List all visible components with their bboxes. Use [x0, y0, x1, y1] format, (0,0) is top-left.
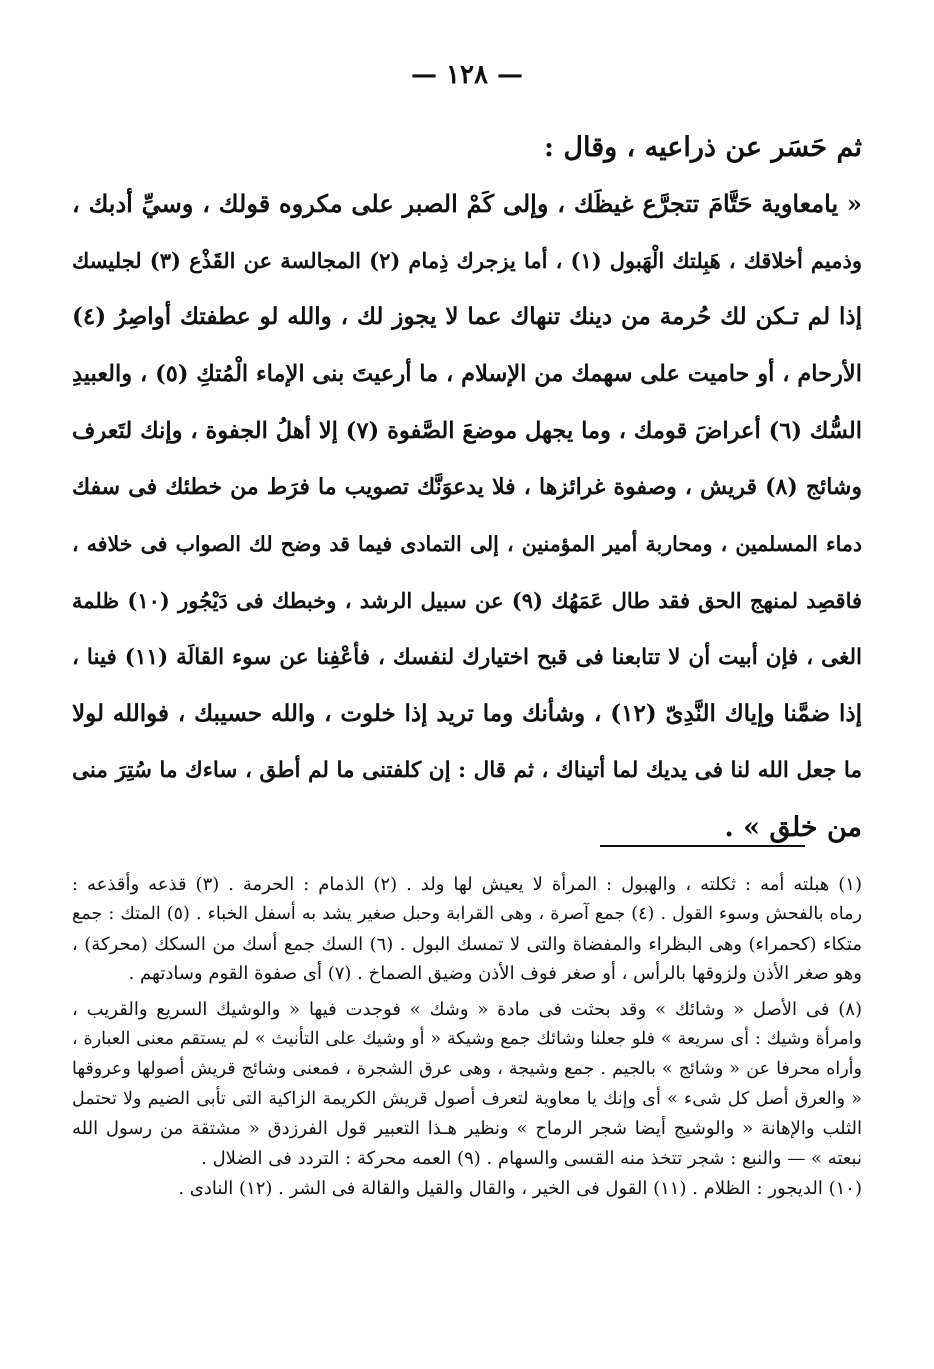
- text-line: من خلق » .: [724, 811, 862, 843]
- text-line: وذميم أخلاقك ، هَبِلتك الْهَبول (١) ، أما يزجرك ذِمام (٢) المجالسة عن القَذْع (٣) لجليسك: [72, 247, 862, 273]
- footnote-line: نبعته » — والنبع : شجر تتخذ منه القسى والسهام . (٩) العمه محركة : التردد فى الضلال .: [201, 1148, 862, 1170]
- text-line: دماء المسلمين ، ومحاربة أمير المؤمنين ، إلى التمادى فيما قد وضح لك الصواب فى خلافه ،: [72, 532, 862, 557]
- intro-line: ثم حَسَر عن ذراعيه ، وقال :: [544, 132, 862, 163]
- footnote-line: وامرأة وشيك : أى سريعة » فلو جعلنا وشائك جمع وشيكة « أو وشيك على التأنيث » لم يستقم معنى العبارة ،: [72, 1028, 862, 1049]
- text-line: الأرحام ، أو حاميت على سهمك من الإسلام ، ما أرعيتَ بنى الإماء الْمُتكِ (٥) ، والعبيدِ: [72, 361, 862, 388]
- text-line: ما جعل الله لنا فى يديك لما أتيناك ، ثم قال : إن كلفتنى ما لم أطق ، ساءك ما سُتِرَ منى: [72, 757, 862, 783]
- text-line: « يامعاوية حَتَّامَ تتجرَّع غيظَك ، وإلى كَمْ الصبر على مكروه قولك ، وسيِّ أدبك ،: [72, 189, 862, 218]
- footnote-line: الثلب والإهانة « والوشيج أيضا شجر الرماح » ونظير هـذا التعبير قول الفرزدق « مشتقة من رسول الله: [72, 1118, 862, 1140]
- text-line: إذا لم تـكن لك حُرمة من دينك تنهاك عما لا يجوز لك ، والله لو عطفتك أواصِرُ (٤): [72, 303, 862, 331]
- footnote-line: (١٠) الديجور : الظلام . (١١) القول فى الخير ، والقال والقيل والقالة فى الشر . (١٢) النادى .: [178, 1177, 862, 1199]
- footnote-line: رماه بالفحش وسوء القول . (٤) جمع آصرة ، وهى القرابة وحبل صغير يشد به أسفل الخباء . (٥) المتك : جمع: [72, 903, 862, 924]
- footnotes: [72, 870, 862, 1204]
- text-line: الغى ، فإن أبيت أن لا تتابعنا فى قبح اختيارك لنفسك ، فأعْفِنا عن سوء القالَة (١١) فينا ،: [72, 644, 862, 670]
- footnote-separator: [600, 845, 805, 847]
- footnote-line: (٨) فى الأصل « وشائك » وقد بحثت فى مادة « وشك » فوجدت فيها « والوشيك السريع والقريب ،: [72, 999, 862, 1021]
- footnote-line: « والعرق أصل كل شىء » أى وإنك يا معاوية لتعرف أصول قريش الكريمة الزاكية التى تأبى الضيم ولا تحتمل: [72, 1088, 862, 1109]
- footnote-line: وأراه محرفا عن « وشائج » بالجيم . جمع وشيجة ، وهى عرق الشجرة ، فمعنى وشائج قريش أصولها وعروقها: [72, 1058, 862, 1079]
- footnote-line: (١) هبلته أمه : ثكلته ، والهبول : المرأة لا يعيش لها ولد . (٢) الذمام : الحرمة . (٣) قذعه وأقذعه :: [72, 874, 862, 895]
- footnote-line: متكاء (كحمراء) وهى البظراء والمفضاة والتى لا تمسك البول . (٦) السك جمع أسك من السكك (محركة) ،: [72, 933, 862, 955]
- text-line: إذا ضمَّنا وإياك النَّدِىّ (١٢) ، وشأنك وما تريد إذا خلوت ، والله حسيبك ، فوالله لولا: [72, 700, 862, 728]
- text-line: وشائج (٨) قريش ، وصفوة غرائزها ، فلا يدعوَنَّك تصويب ما فرَط من خطئك فى سفك: [72, 474, 862, 501]
- main-text: [72, 128, 862, 856]
- page-number: — ١٢٨ —: [410, 60, 524, 90]
- text-line: فاقصِد لمنهج الحق فقد طال عَمَهُك (٩) عن سبيل الرشد ، وخبطك فى دَيْجُور (١٠) ظلمة: [72, 587, 862, 613]
- text-line: السُّك (٦) أعراضَ قومك ، وما يجهل موضعَ الصَّفوة (٧) إلا أهلُ الجفوة ، وإنك لتَعرف: [72, 417, 862, 444]
- footnote-line: وهو صغر الأذن ولزوقها بالرأس ، أو صغر فوف الأذن وضيق الصماخ . (٧) أى صفوة القوم وسادتهم .: [128, 963, 862, 985]
